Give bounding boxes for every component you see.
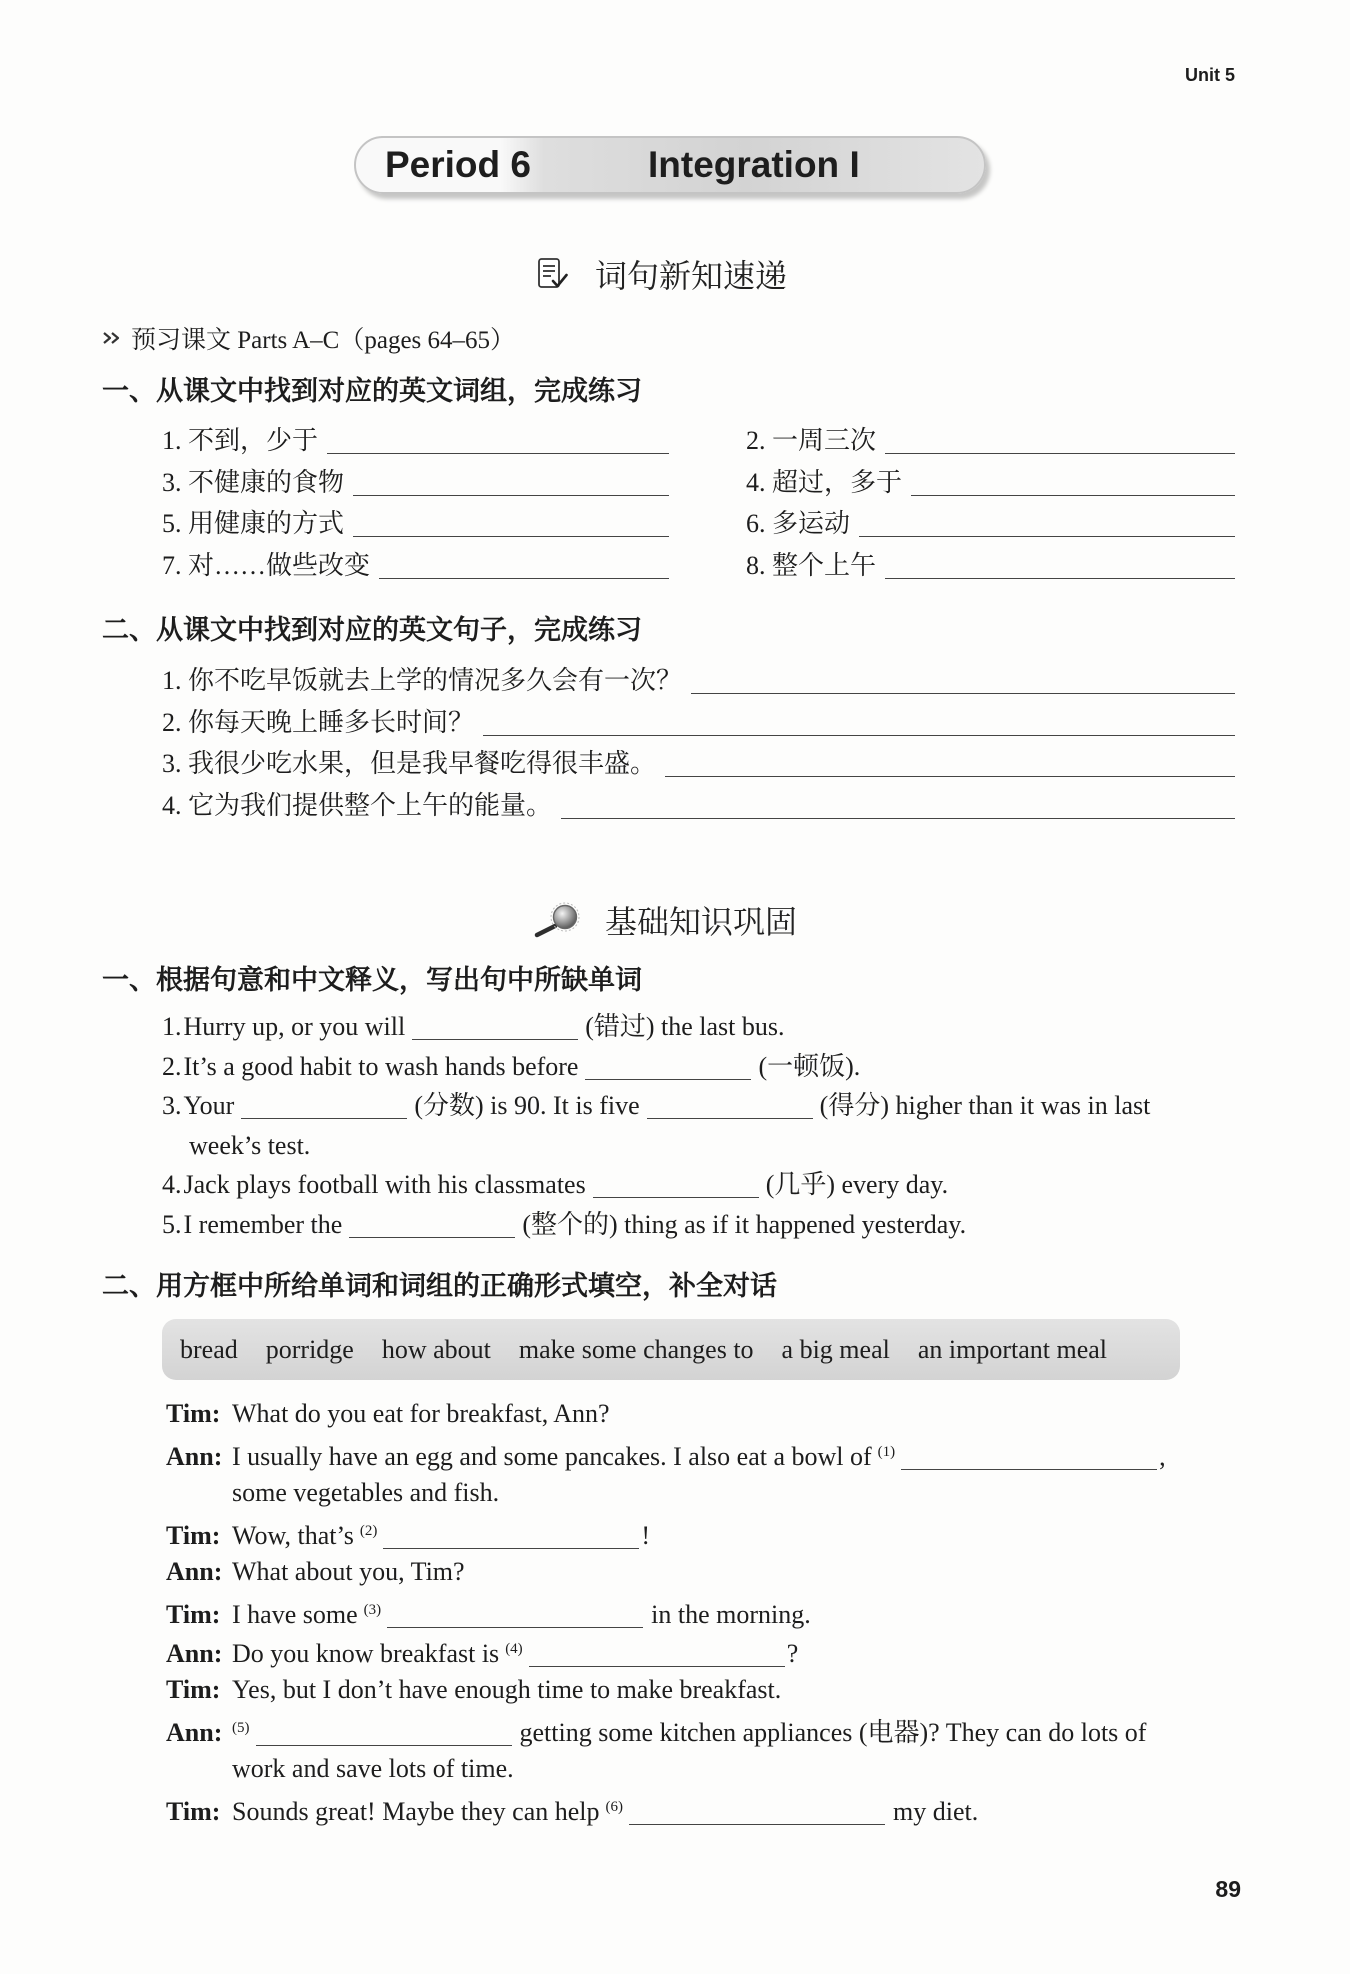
period-label: Period 6 [385, 144, 531, 185]
item-text: Hurry up, or you will [183, 1012, 406, 1041]
item-number: 4. [162, 1170, 182, 1200]
sentence-item [162, 702, 1235, 744]
vocab-item-continuation: week’s test. [189, 1130, 311, 1160]
sentence-item [162, 660, 1235, 702]
vocab-item [162, 1205, 1235, 1245]
blank-number: (1) [877, 1444, 896, 1461]
section-heading-basics [532, 900, 797, 940]
answer-line [859, 536, 1235, 537]
sentence-prompt: 4. 它为我们提供整个上午的能量。 [162, 790, 553, 820]
phrase-item [746, 462, 1235, 504]
dialogue [166, 1394, 1235, 1827]
vocab-item [162, 1086, 1235, 1126]
item-number: 3. [162, 1091, 182, 1121]
answer-line [911, 495, 1235, 496]
answer-blank [383, 1548, 639, 1549]
dialogue-line [166, 1630, 1235, 1669]
item-text: (错过) the last bus. [585, 1012, 785, 1041]
phrase-column-left [162, 420, 669, 586]
word-bank-item: porridge [265, 1334, 354, 1364]
unit-label: Unit 5 [1184, 65, 1235, 85]
vocab-item [162, 1047, 1235, 1087]
dialogue-text: ! [641, 1521, 651, 1551]
sentence-item [162, 785, 1235, 827]
item-number: 2. [162, 1051, 182, 1081]
preview-text: 预习课文 Parts A–C（pages 64–65） [131, 327, 516, 354]
word-bank-item: bread [180, 1334, 238, 1364]
speaker: Ann: [166, 1442, 223, 1472]
item-text: (一顿饭). [758, 1051, 861, 1081]
dialogue-text: What do you eat for breakfast, Ann? [232, 1399, 610, 1428]
blank-number: (2) [359, 1523, 378, 1540]
sentences-instruction: 二、从课文中找到对应的英文句子，完成练习 [102, 615, 642, 645]
word-bank-item: an important meal [917, 1334, 1108, 1364]
phrase-prompt: 6. 多运动 [746, 509, 851, 538]
word-bank [162, 1319, 1180, 1380]
answer-line [561, 818, 1235, 819]
word-bank-item: make some changes to [518, 1334, 754, 1364]
phrase-prompt: 2. 一周三次 [746, 426, 877, 455]
phrase-item [162, 420, 669, 462]
vocab-instruction: 一、根据句意和中文释义，写出句中所缺单词 [102, 965, 642, 995]
phrase-prompt: 8. 整个上午 [746, 550, 877, 580]
phrase-item [746, 545, 1235, 587]
phrase-item [162, 462, 669, 504]
dialogue-text: Sounds great! Maybe they can help [232, 1796, 600, 1826]
answer-blank [585, 1079, 751, 1080]
phrase-item [746, 503, 1235, 545]
dialogue-text: Yes, but I don’t have enough time to make breakfast. [232, 1674, 782, 1704]
dialogue-line [166, 1433, 1235, 1472]
answer-line [379, 578, 669, 579]
notebook-check-icon [537, 257, 569, 291]
answer-blank [901, 1469, 1157, 1470]
dialogue-line [166, 1394, 1235, 1433]
speaker: Ann: [166, 1718, 223, 1748]
blank-number: (4) [505, 1641, 523, 1658]
dialogue-continuation: work and save lots of time. [232, 1753, 514, 1783]
dialogue-instruction: 二、用方框中所给单词和词组的正确形式填空，补全对话 [102, 1271, 777, 1301]
item-text: Your [183, 1091, 235, 1121]
section-heading-preview [537, 254, 787, 294]
phrase-prompt: 4. 超过，多于 [746, 467, 903, 497]
period-title-banner [354, 136, 986, 194]
blank-number: (5) [232, 1720, 250, 1737]
phrase-item [162, 503, 669, 545]
dialogue-text: in the morning. [651, 1599, 811, 1629]
vocab-item [162, 1165, 1235, 1205]
dialogue-text: , [1159, 1442, 1166, 1472]
dialogue-text: What about you, Tim? [232, 1556, 465, 1586]
sentence-prompt: 2. 你每天晚上睡多长时间？ [162, 707, 475, 737]
speaker: Tim: [166, 1399, 221, 1428]
sentence-prompt: 1. 你不吃早饭就去上学的情况多久会有一次？ [162, 666, 683, 695]
item-number: 1. [162, 1012, 182, 1041]
sentence-item [162, 743, 1235, 785]
answer-blank [647, 1118, 813, 1119]
answer-line [665, 776, 1235, 777]
answer-blank [629, 1824, 885, 1825]
word-bank-item: how about [381, 1334, 491, 1364]
item-text: (得分) higher than it was in last [819, 1091, 1151, 1121]
dialogue-line [166, 1512, 1235, 1551]
phrase-column-right [746, 420, 1235, 586]
item-text: (几乎) every day. [765, 1170, 949, 1200]
answer-blank [387, 1627, 643, 1628]
dialogue-line [166, 1670, 1235, 1709]
vocab-exercise [162, 1007, 1235, 1245]
phrase-prompt: 7. 对……做些改变 [162, 550, 371, 580]
speaker: Ann: [166, 1639, 223, 1669]
answer-line [353, 495, 669, 496]
vocab-item [162, 1007, 1235, 1047]
phrases-instruction: 一、从课文中找到对应的英文词组，完成练习 [102, 376, 642, 406]
item-text: Jack plays football with his classmates [183, 1170, 586, 1200]
dialogue-line [166, 1591, 1235, 1630]
phrase-item [746, 420, 1235, 462]
section-title: 基础知识巩固 [605, 904, 798, 940]
dialogue-text: I have some [232, 1599, 358, 1629]
answer-line [691, 693, 1235, 694]
answer-line [885, 578, 1235, 579]
dialogue-text: Wow, that’s [232, 1521, 354, 1551]
word-bank-item: a big meal [781, 1334, 890, 1364]
item-number: 5. [162, 1209, 182, 1239]
dialogue-text: getting some kitchen appliances (电器)? They can do lots of [519, 1718, 1147, 1748]
phrase-prompt: 3. 不健康的食物 [162, 467, 345, 497]
section-title: 词句新知速递 [595, 258, 788, 294]
preview-instruction [102, 321, 515, 355]
answer-blank [241, 1118, 407, 1119]
dialogue-text: ? [786, 1639, 799, 1669]
sentence-list [162, 660, 1235, 826]
page-number: 89 [1215, 1876, 1241, 1902]
answer-blank [256, 1745, 512, 1746]
lesson-title: Integration I [648, 144, 860, 185]
dialogue-line [166, 1788, 1235, 1827]
answer-line [327, 453, 669, 454]
answer-blank [529, 1666, 785, 1667]
phrase-prompt: 5. 用健康的方式 [162, 509, 345, 538]
blank-number: (6) [605, 1798, 624, 1815]
answer-line [353, 536, 669, 537]
dialogue-text: my diet. [893, 1796, 979, 1826]
speaker: Ann: [166, 1556, 223, 1586]
answer-line [483, 735, 1235, 736]
phrase-prompt: 1. 不到，少于 [162, 426, 319, 455]
speaker: Tim: [166, 1521, 221, 1551]
speaker: Tim: [166, 1674, 221, 1704]
item-text: (分数) is 90. It is five [414, 1091, 640, 1121]
answer-line [885, 453, 1235, 454]
dialogue-text: Do you know breakfast is [232, 1639, 500, 1669]
dialogue-continuation: some vegetables and fish. [232, 1477, 500, 1507]
answer-blank [593, 1197, 759, 1198]
item-text: It’s a good habit to wash hands before [183, 1051, 579, 1081]
magnifier-icon [532, 901, 582, 939]
dialogue-line [166, 1709, 1235, 1748]
item-text: (整个的) thing as if it happened yesterday. [522, 1209, 967, 1239]
dialogue-text: I usually have an egg and some pancakes. I also eat a bowl of [232, 1442, 872, 1472]
sentence-prompt: 3. 我很少吃水果，但是我早餐吃得很丰盛。 [162, 749, 657, 778]
item-text: I remember the [183, 1209, 343, 1239]
double-chevron-right-icon [102, 330, 122, 346]
blank-number: (3) [363, 1601, 382, 1618]
dialogue-line [166, 1552, 1235, 1591]
speaker: Tim: [166, 1599, 221, 1629]
answer-blank [412, 1039, 578, 1040]
answer-blank [349, 1237, 515, 1238]
phrase-item [162, 545, 669, 587]
speaker: Tim: [166, 1796, 221, 1826]
